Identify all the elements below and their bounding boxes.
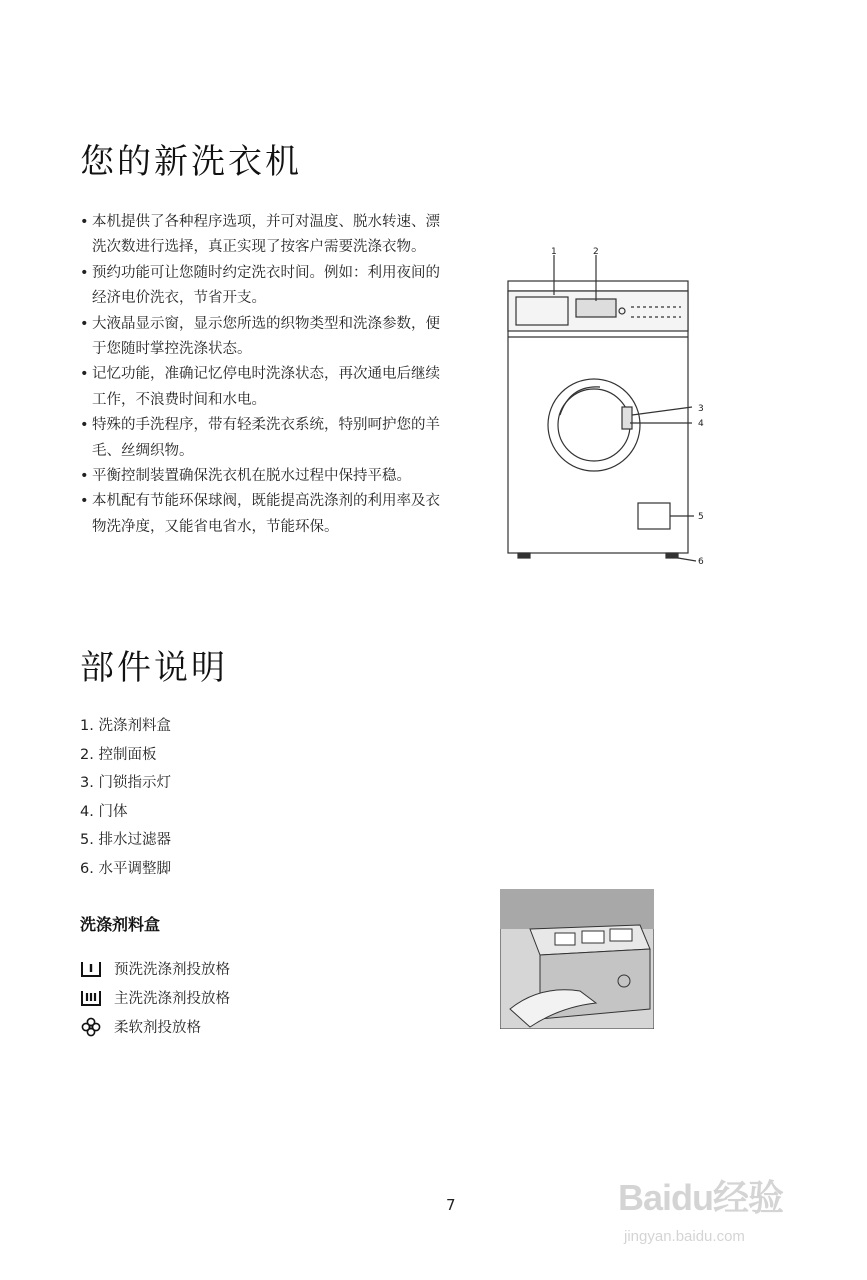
feature-item: • 本机提供了各种程序选项，并可对温度、脱水转速、漂洗次数进行选择，真正实现了按客户需要洗涤衣物。 bbox=[80, 210, 452, 261]
callout-3: 3 bbox=[698, 404, 704, 414]
drawer-item bbox=[78, 983, 230, 1012]
door-lock-indicator bbox=[622, 407, 632, 429]
callout-2: 2 bbox=[593, 247, 599, 257]
feature-item: • 特殊的手洗程序，带有轻柔洗衣系统，特别呵护您的羊毛、丝绸织物。 bbox=[80, 413, 452, 464]
drawer-item-label: 主洗洗涤剂投放格 bbox=[114, 991, 230, 1007]
parts-list bbox=[80, 712, 171, 884]
callout-6: 6 bbox=[698, 557, 704, 567]
watermark-url: jingyan.baidu.com bbox=[624, 1228, 745, 1245]
feature-item: • 本机配有节能环保球阀，既能提高洗涤剂的利用率及衣物洗净度，又能省电省水，节能环保。 bbox=[80, 489, 452, 540]
drawer-compartments-list bbox=[78, 954, 230, 1041]
prewash-compartment-icon bbox=[78, 959, 104, 979]
drawer-item-label: 预洗洗涤剂投放格 bbox=[114, 962, 230, 978]
drawer-item bbox=[78, 1012, 230, 1041]
part-item: 5. 排水过滤器 bbox=[80, 832, 171, 849]
callout-4: 4 bbox=[698, 419, 704, 429]
part-item: 3. 门锁指示灯 bbox=[80, 775, 171, 792]
feature-item: • 平衡控制装置确保洗衣机在脱水过程中保持平稳。 bbox=[80, 464, 452, 489]
watermark-brand: Baidu经验 bbox=[618, 1177, 784, 1218]
washing-machine-diagram bbox=[496, 245, 721, 575]
part-item: 6. 水平调整脚 bbox=[80, 860, 171, 877]
part-item: 1. 洗涤剂料盒 bbox=[80, 718, 171, 734]
softener-flower-icon bbox=[78, 1017, 104, 1037]
mainwash-compartment-icon bbox=[78, 988, 104, 1008]
feature-item: • 大液晶显示窗，显示您所选的织物类型和洗涤参数，便于您随时掌控洗涤状态。 bbox=[80, 312, 452, 363]
callout-1: 1 bbox=[551, 247, 557, 257]
part-item: 4. 门体 bbox=[80, 803, 128, 820]
drawer-item-label: 柔软剂投放格 bbox=[114, 1020, 201, 1036]
section-title-parts: 部件说明 bbox=[80, 648, 228, 688]
feature-item: • 记忆功能，准确记忆停电时洗涤状态，再次通电后继续工作，不浪费时间和水电。 bbox=[80, 362, 452, 413]
feature-list bbox=[80, 210, 452, 540]
section-title-new-machine: 您的新洗衣机 bbox=[80, 142, 302, 182]
callout-5: 5 bbox=[698, 512, 704, 522]
page-number: 7 bbox=[446, 1196, 456, 1214]
baidu-watermark bbox=[618, 1148, 858, 1256]
detergent-drawer-illustration bbox=[500, 889, 654, 1029]
feature-item: • 预约功能可让您随时约定洗衣时间。例如：利用夜间的经济电价洗衣，节省开支。 bbox=[80, 261, 452, 312]
control-panel-display bbox=[576, 299, 616, 317]
door-glass bbox=[558, 389, 630, 461]
part-item: 2. 控制面板 bbox=[80, 746, 157, 763]
drawer-item bbox=[78, 954, 230, 983]
drain-filter-cover bbox=[638, 503, 670, 529]
drawer-subtitle: 洗涤剂料盒 bbox=[80, 915, 161, 934]
